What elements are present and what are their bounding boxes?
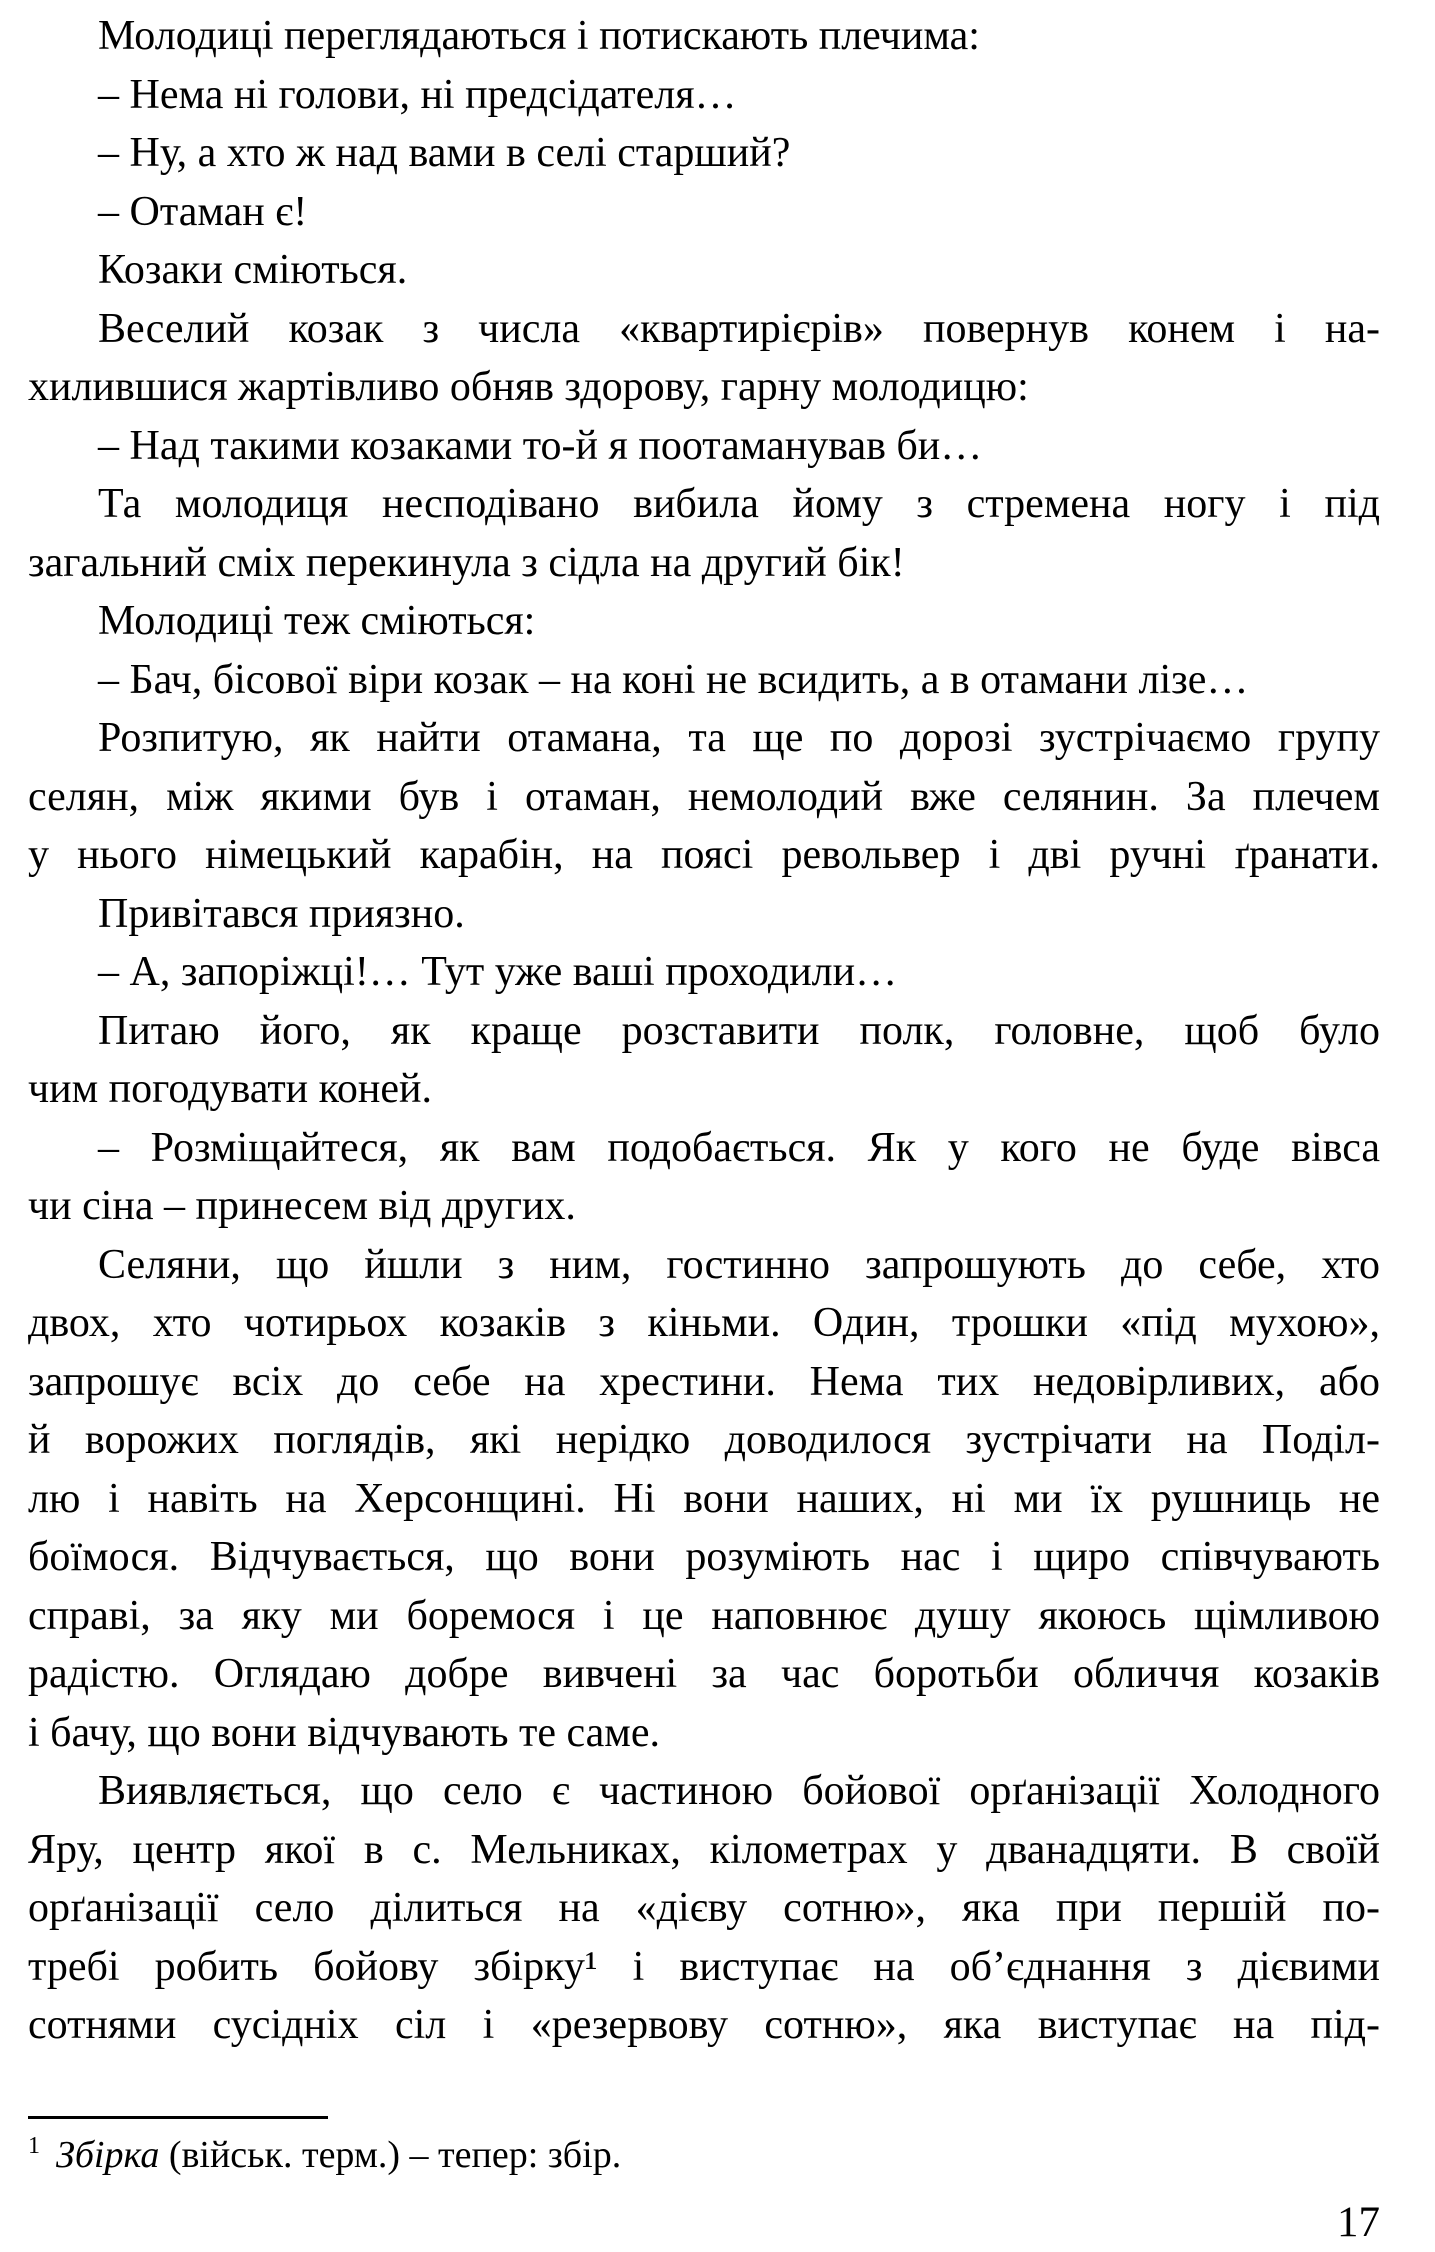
text-line: – Над такими козаками то-й я поотаманував би… [98,422,983,469]
text-line: і бачу, що вони відчувають те саме. [28,1709,661,1756]
paragraph [28,1002,1380,1119]
text-line: чи сіна – принесем від других. [28,1183,576,1229]
paragraph [28,1236,1380,1763]
text-line: й ворожих поглядів, які нерідко доводилося зустрічати на Поділ- [28,1417,1380,1463]
footnote-divider [28,2116,328,2119]
text-line: Молодиці теж сміються: [98,598,536,644]
text-line: – Нема ні голови, ні предсідателя… [98,71,737,118]
text-line: Молодиці переглядаються і потискають плечима: [98,13,980,59]
paragraph [28,300,1380,417]
text-line: Яру, центр якої в с. Мельниках, кілометрах у дванадцяти. В своїй [28,1826,1380,1873]
paragraph [28,592,1380,651]
text-line: селян, між якими був і отаман, немолодий вже селянин. За плечем [28,773,1380,820]
text-line: требі робить бойову збірку¹ і виступає на об’єднання з дієвими [28,1943,1380,1990]
paragraph [28,475,1380,592]
body-text [28,7,1380,2055]
text-line: орґанізації село ділиться на «дієву сотню», яка при першій по- [28,1885,1380,1931]
text-line: Привітався приязно. [98,890,465,937]
text-line: – Отаман є! [98,188,308,235]
text-line: Виявляється, що село є частиною бойової орґанізації Холодного [98,1768,1380,1814]
paragraph [28,1762,1380,2055]
text-line: двох, хто чотирьох козаків з кіньми. Один, трошки «під мухою», [28,1300,1380,1346]
text-line: – Ну, а хто ж над вами в селі старший? [98,130,791,176]
text-line: Та молодиця несподівано вибила йому з стремена ногу і під [98,481,1380,527]
text-line: лю і навіть на Херсонщині. Ні вони наших, ні ми їх рушниць не [28,1475,1380,1522]
text-line: запрошує всіх до себе на хрестини. Нема тих недовірливих, або [28,1358,1380,1405]
paragraph [28,7,1380,66]
text-line: Питаю його, як краще розставити полк, головне, щоб було [98,1007,1380,1054]
paragraph [28,417,1380,476]
paragraph [28,709,1380,885]
paragraph [28,183,1380,242]
text-line: хилившися жартівливо обняв здорову, гарну молодицю: [28,364,1029,410]
text-line: – А, запоріжці!… Тут уже ваші проходили… [98,949,898,995]
text-line: загальний сміх перекинула з сідла на другий бік! [28,539,905,586]
text-line: у нього німецький карабін, на поясі револьвер і дві ручні ґранати. [28,832,1380,878]
text-line: Селяни, що йшли з ним, гостинно запрошують до себе, хто [98,1241,1380,1288]
footnote [28,2130,1380,2180]
text-line: боїмося. Відчувається, що вони розуміють нас і щиро співчувають [28,1534,1380,1580]
text-line: справі, за яку ми боремося і це наповнює душу якоюсь щімливою [28,1592,1380,1639]
text-line: радістю. Оглядаю добре вивчені за час боротьби обличчя козаків [28,1651,1380,1697]
text-line: Розпитую, як найти отамана, та ще по дорозі зустрічаємо групу [98,715,1380,761]
paragraph [28,124,1380,183]
text-line: сотнями сусідніх сіл і «резервову сотню», яка виступає на під- [28,2002,1380,2048]
text-line: – Бач, бісової віри козак – на коні не всидить, а в отамани лізе… [98,656,1249,703]
footnote-term: Збірка [56,2134,160,2176]
text-line: Козаки сміються. [98,247,408,293]
footnote-text: (військ. терм.) – тепер: збір. [159,2134,622,2176]
footnote-marker: 1 [28,2133,40,2159]
paragraph [28,241,1380,300]
paragraph [28,1119,1380,1236]
page-number: 17 [1337,2199,1380,2246]
paragraph [28,66,1380,125]
paragraph [28,943,1380,1002]
text-line: чим погодувати коней. [28,1066,433,1112]
text-line: – Розміщайтеся, як вам подобається. Як у кого не буде вівса [98,1124,1380,1171]
paragraph [28,885,1380,944]
paragraph [28,651,1380,710]
text-line: Веселий козак з числа «квартирієрів» повернув конем і на- [98,305,1380,352]
